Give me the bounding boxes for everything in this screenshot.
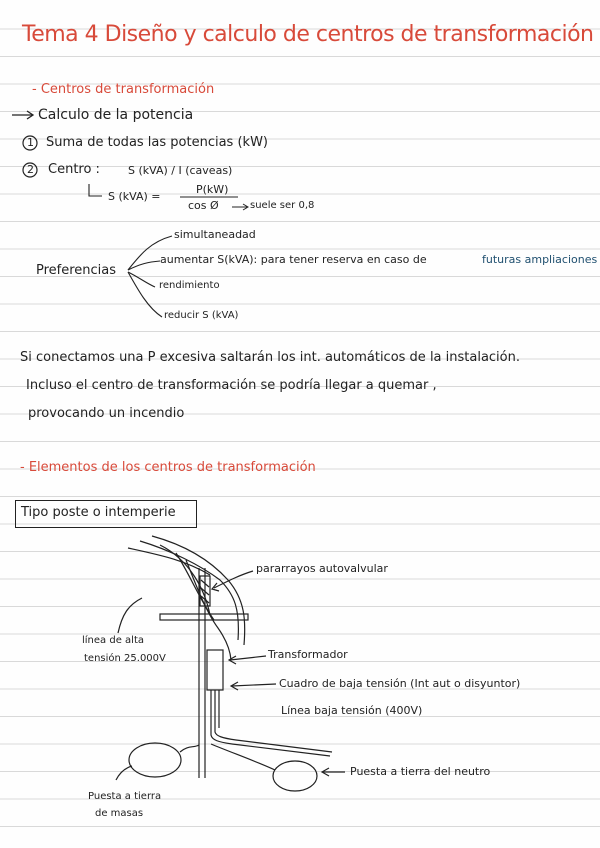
formula-lhs: S (kVA) = — [108, 190, 161, 203]
item-number-1: 1 — [27, 136, 34, 149]
preference-item: reducir S (kVA) — [164, 310, 239, 321]
arrow-suele-icon — [232, 204, 248, 210]
label-linea-alta: línea de alta — [82, 635, 144, 646]
item-number-2: 2 — [27, 163, 34, 176]
formula-denominator: cos Ø — [188, 199, 219, 212]
section-heading-elementos: - Elementos de los centros de transformación — [20, 460, 316, 475]
calc-heading: Calculo de la potencia — [38, 107, 194, 123]
preferences-label: Preferencias — [36, 263, 117, 278]
item-2-formula: S (kVA) / Ⅰ (caveas) — [128, 164, 233, 177]
preferences-branches — [128, 236, 172, 317]
label-transformador: Transformador — [268, 648, 348, 661]
label-linea-alta-voltage: tensión 25.000V — [84, 653, 166, 664]
preference-item-extra: futuras ampliaciones — [482, 253, 598, 266]
paragraph-line: provocando un incendio — [28, 406, 185, 421]
preference-item: rendimiento — [159, 280, 220, 291]
section-heading-centros: - Centros de transformación — [32, 82, 215, 97]
formula-note: suele ser 0,8 — [250, 200, 315, 211]
neutro-electrode — [273, 761, 317, 791]
label-puesta-masas: Puesta a tierra — [88, 791, 162, 802]
formula-numerator: P(kW) — [196, 183, 229, 196]
type-box-label: Tipo poste o intemperie — [21, 505, 176, 520]
paragraph-line: Incluso el centro de transformación se podría llegar a quemar , — [26, 378, 437, 393]
preference-item: aumentar S(kVA): para tener reserva en caso de — [160, 253, 427, 266]
label-linea-baja: Línea baja tensión (400V) — [281, 704, 423, 717]
label-pararrayos: pararrayos autovalvular — [256, 562, 388, 575]
item-2-label: Centro : — [48, 162, 100, 177]
transformer-device — [207, 650, 223, 690]
preference-item: simultaneadad — [174, 228, 256, 241]
item-1-text: Suma de todas las potencias (kW) — [46, 135, 268, 150]
masas-electrode — [129, 743, 181, 777]
page-title: Tema 4 Diseño y calculo de centros de transformación — [22, 22, 594, 47]
label-puesta-neutro: Puesta a tierra del neutro — [350, 765, 491, 778]
arrow-icon — [12, 111, 33, 119]
paragraph-line: Si conectamos una P excesiva saltarán los int. automáticos de la instalación. — [20, 350, 520, 365]
formula-bracket-icon — [89, 184, 102, 196]
label-puesta-masas-2: de masas — [95, 808, 144, 819]
label-cuadro: Cuadro de baja tensión (Int aut o disyuntor) — [279, 677, 521, 690]
